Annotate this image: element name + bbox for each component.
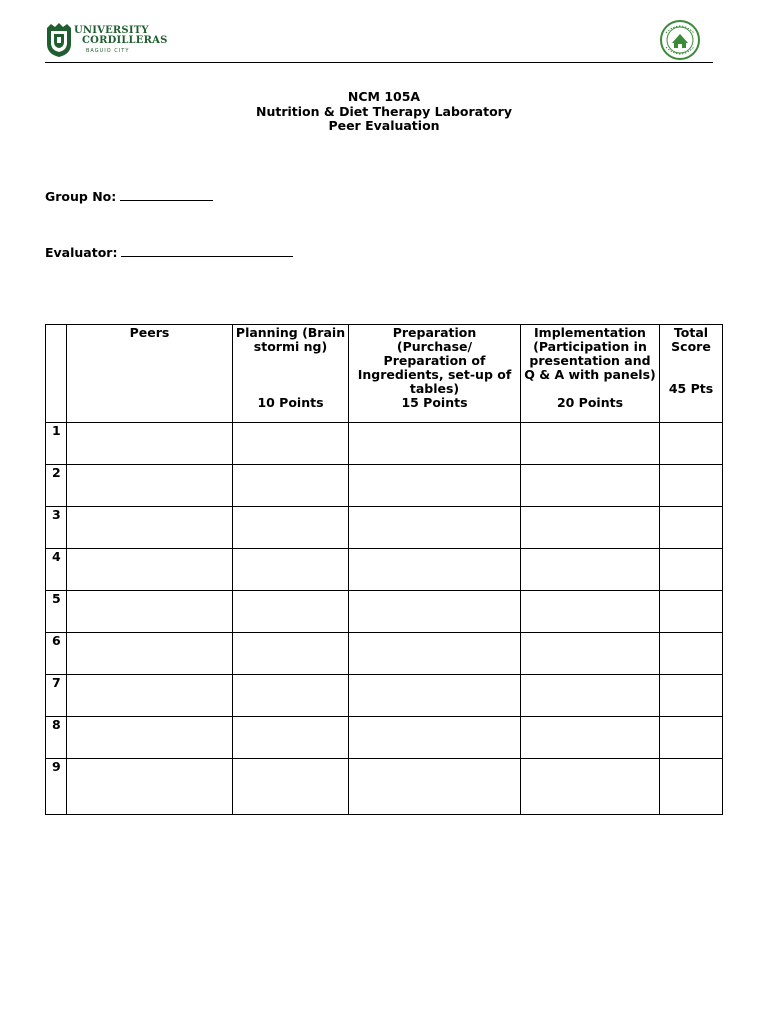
course-code: NCM 105A xyxy=(347,89,421,104)
evaluator-blank[interactable] xyxy=(121,245,293,257)
planning-score-cell[interactable] xyxy=(233,633,349,675)
column-title: Planning (Brainstormi ng) xyxy=(235,325,346,354)
total-score-cell[interactable] xyxy=(660,675,723,717)
preparation-score-cell[interactable] xyxy=(349,717,521,759)
table-row xyxy=(46,675,723,717)
implementation-score-cell[interactable] xyxy=(521,507,660,549)
implementation-score-cell[interactable] xyxy=(521,633,660,675)
preparation-score-cell[interactable] xyxy=(349,591,521,633)
page-header xyxy=(45,22,713,62)
group-number-label: Group No: xyxy=(45,189,117,204)
table-row xyxy=(46,507,723,549)
implementation-score-cell[interactable] xyxy=(521,591,660,633)
column-header-preparation xyxy=(349,325,521,423)
planning-score-cell[interactable] xyxy=(233,717,349,759)
total-score-cell[interactable] xyxy=(660,633,723,675)
column-title: Implementation (Participation in presentation and Q & A with panels) xyxy=(524,325,656,382)
university-word: UNIVERSITY xyxy=(74,25,149,36)
preparation-score-cell[interactable] xyxy=(349,423,521,465)
university-logo xyxy=(45,22,168,60)
header-rule xyxy=(45,62,713,63)
row-number: 7 xyxy=(46,675,67,717)
row-number: 4 xyxy=(46,549,67,591)
table-row xyxy=(46,591,723,633)
column-header-total xyxy=(660,325,723,423)
preparation-score-cell[interactable] xyxy=(349,759,521,815)
department-logo xyxy=(659,19,701,61)
total-score-cell[interactable] xyxy=(660,591,723,633)
table-row xyxy=(46,549,723,591)
implementation-score-cell[interactable] xyxy=(521,465,660,507)
row-number: 9 xyxy=(46,759,67,815)
department-seal-icon xyxy=(659,19,701,61)
city-word: BAGUIO CITY xyxy=(86,48,130,54)
implementation-score-cell[interactable] xyxy=(521,759,660,815)
peer-name-cell[interactable] xyxy=(67,675,233,717)
column-title: Total Score xyxy=(671,325,711,354)
column-points: 45 Pts xyxy=(668,381,714,396)
row-number: 3 xyxy=(46,507,67,549)
group-number-blank[interactable] xyxy=(120,189,213,201)
row-number: 6 xyxy=(46,633,67,675)
row-number: 5 xyxy=(46,591,67,633)
planning-score-cell[interactable] xyxy=(233,423,349,465)
column-header-planning xyxy=(233,325,349,423)
planning-score-cell[interactable] xyxy=(233,591,349,633)
preparation-score-cell[interactable] xyxy=(349,465,521,507)
planning-score-cell[interactable] xyxy=(233,759,349,815)
total-score-cell[interactable] xyxy=(660,759,723,815)
table-row xyxy=(46,633,723,675)
peer-name-cell[interactable] xyxy=(67,717,233,759)
column-points: 10 Points xyxy=(257,395,324,410)
row-number: 8 xyxy=(46,717,67,759)
row-number: 2 xyxy=(46,465,67,507)
table-row xyxy=(46,759,723,815)
peer-name-cell[interactable] xyxy=(67,759,233,815)
total-score-cell[interactable] xyxy=(660,507,723,549)
peer-name-cell[interactable] xyxy=(67,465,233,507)
total-score-cell[interactable] xyxy=(660,423,723,465)
column-header-implementation xyxy=(521,325,660,423)
evaluator-field[interactable] xyxy=(45,245,293,260)
planning-score-cell[interactable] xyxy=(233,465,349,507)
group-number-field[interactable] xyxy=(45,189,213,204)
course-name: Nutrition & Diet Therapy Laboratory xyxy=(256,103,512,119)
peer-name-cell[interactable] xyxy=(67,507,233,549)
peer-name-cell[interactable] xyxy=(67,423,233,465)
column-header-peers xyxy=(67,325,233,423)
preparation-score-cell[interactable] xyxy=(349,549,521,591)
column-points: 20 Points xyxy=(556,395,624,410)
preparation-score-cell[interactable] xyxy=(349,675,521,717)
column-points: 15 Points xyxy=(401,395,468,410)
total-score-cell[interactable] xyxy=(660,465,723,507)
table-row xyxy=(46,465,723,507)
row-number: 1 xyxy=(46,423,67,465)
column-title: Peers xyxy=(129,325,170,340)
implementation-score-cell[interactable] xyxy=(521,675,660,717)
table-row xyxy=(46,423,723,465)
peer-evaluation-table xyxy=(45,324,723,815)
preparation-score-cell[interactable] xyxy=(349,633,521,675)
evaluator-label: Evaluator: xyxy=(45,245,118,260)
planning-score-cell[interactable] xyxy=(233,507,349,549)
implementation-score-cell[interactable] xyxy=(521,423,660,465)
peer-name-cell[interactable] xyxy=(67,633,233,675)
peer-name-cell[interactable] xyxy=(67,591,233,633)
column-title: Preparation (Purchase/ Preparation of Ingredients, set-up of tables) xyxy=(357,325,512,396)
document-title-block xyxy=(0,90,768,134)
implementation-score-cell[interactable] xyxy=(521,717,660,759)
total-score-cell[interactable] xyxy=(660,549,723,591)
planning-score-cell[interactable] xyxy=(233,675,349,717)
table-row xyxy=(46,717,723,759)
planning-score-cell[interactable] xyxy=(233,549,349,591)
university-seal-icon xyxy=(45,22,73,58)
number-header xyxy=(46,325,67,423)
implementation-score-cell[interactable] xyxy=(521,549,660,591)
table-header-row xyxy=(46,325,723,423)
cordilleras-word: CORDILLERAS xyxy=(82,35,168,46)
preparation-score-cell[interactable] xyxy=(349,507,521,549)
peer-name-cell[interactable] xyxy=(67,549,233,591)
form-name: Peer Evaluation xyxy=(328,118,440,133)
total-score-cell[interactable] xyxy=(660,717,723,759)
